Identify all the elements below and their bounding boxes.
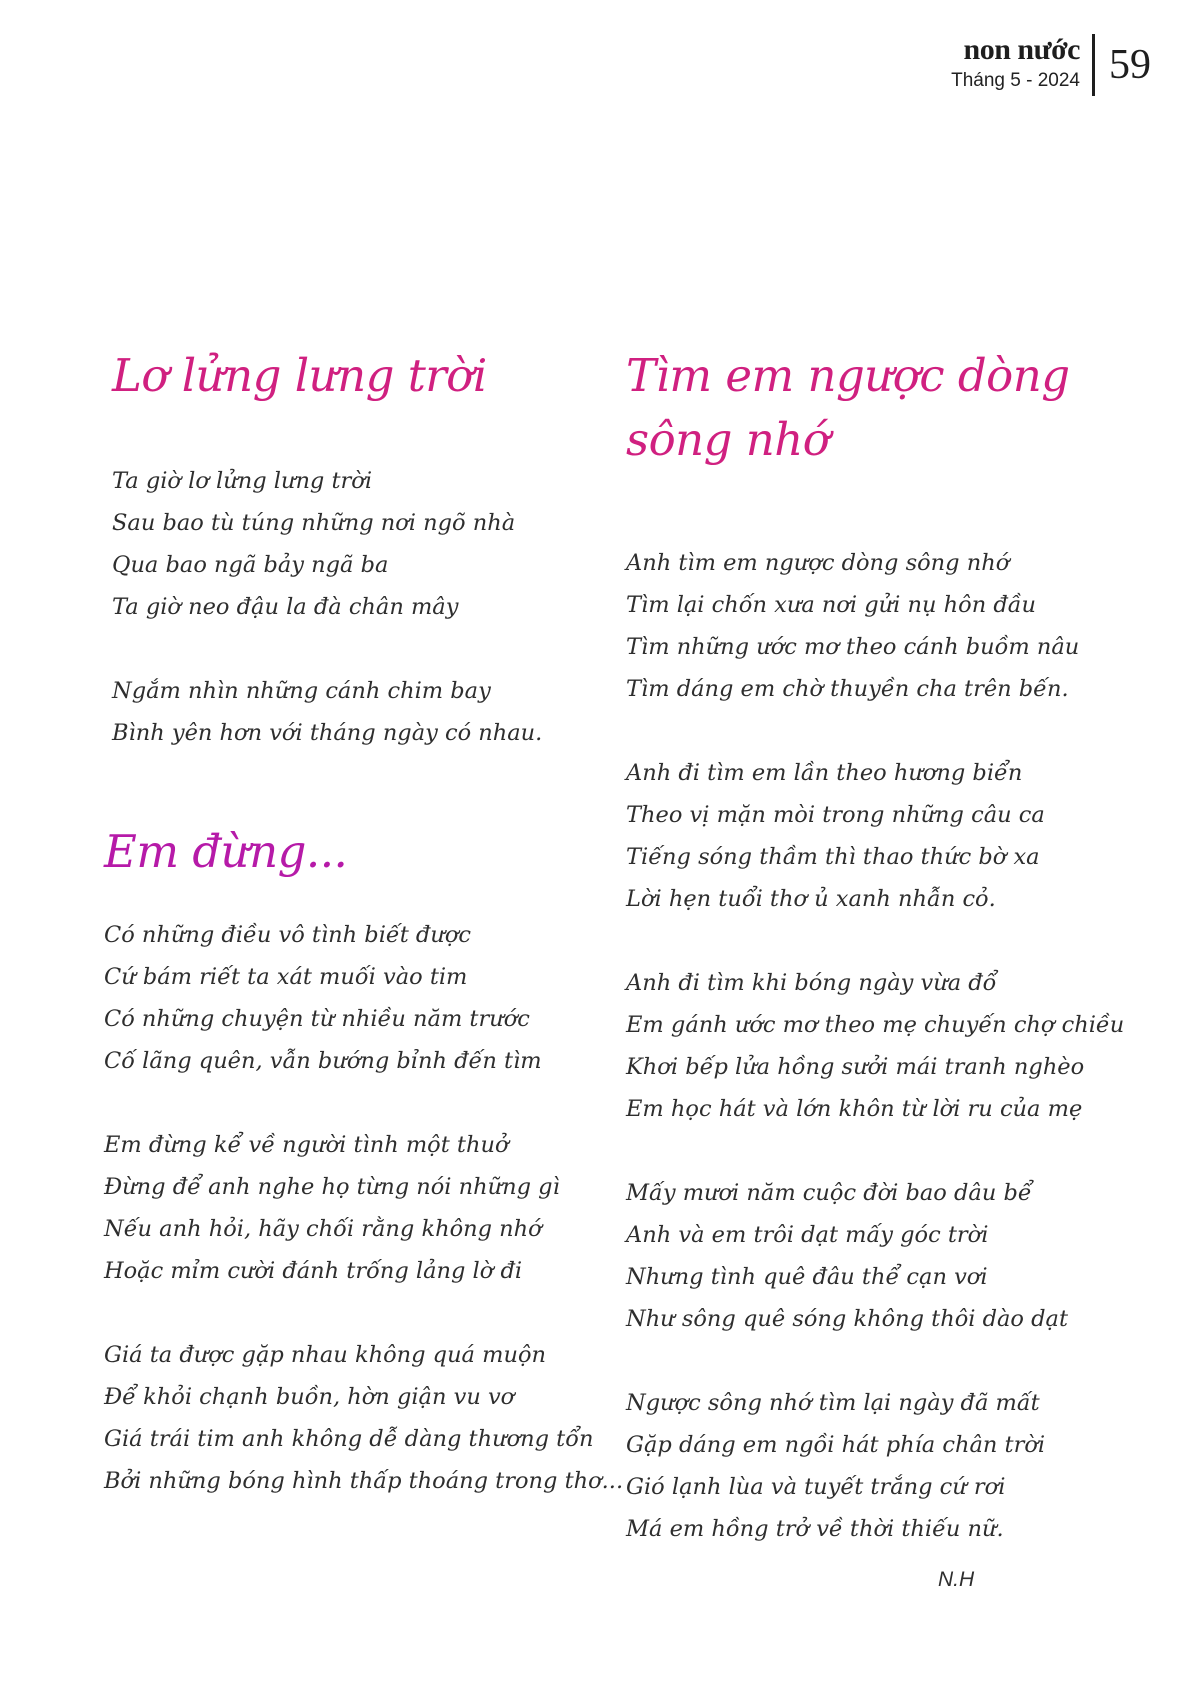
- poem-line: Anh tìm em ngược dòng sông nhớ: [626, 550, 1010, 576]
- stanza: [626, 542, 1146, 710]
- poem-line: Ngắm nhìn những cánh chim bay: [112, 678, 491, 704]
- poem-line: Bình yên hơn với tháng ngày có nhau.: [112, 720, 543, 746]
- issue-date: Tháng 5 - 2024: [951, 70, 1080, 91]
- poem-line: Em học hát và lớn khôn từ lời ru của mẹ: [626, 1096, 1083, 1122]
- poem-line: Lời hẹn tuổi thơ ủ xanh nhẫn cỏ.: [626, 886, 996, 912]
- poem-line: Có những chuyện từ nhiều năm trước: [104, 1006, 530, 1032]
- poem-line: Tìm lại chốn xưa nơi gửi nụ hôn đầu: [626, 592, 1037, 618]
- poem-line: Đừng để anh nghe họ từng nói những gì: [104, 1174, 560, 1200]
- poem-title-line: sông nhớ: [626, 413, 830, 466]
- poem-line: Cố lãng quên, vẫn bướng bỉnh đến tìm: [104, 1048, 542, 1074]
- poem-line: Gió lạnh lùa và tuyết trắng cứ rơi: [626, 1474, 1006, 1500]
- poem-title-line: Tìm em ngược dòng: [626, 349, 1070, 402]
- poem-line: Gặp dáng em ngồi hát phía chân trời: [626, 1432, 1046, 1458]
- poem-title-em-dung: Em đừng...: [104, 825, 348, 878]
- poem-line: Có những điều vô tình biết được: [104, 922, 471, 948]
- stanza: [626, 1382, 1146, 1550]
- poem-line: Anh và em trôi dạt mấy góc trời: [626, 1222, 989, 1248]
- author-signature: N.H: [938, 1568, 975, 1591]
- poem-line: Hoặc mỉm cười đánh trống lảng lờ đi: [104, 1258, 523, 1284]
- poem-line: Giá trái tim anh không dễ dàng thương tổn: [104, 1426, 594, 1452]
- poem-line: Má em hồng trở về thời thiếu nữ.: [626, 1516, 1004, 1542]
- poem-line: Như sông quê sóng không thôi dào dạt: [626, 1306, 1068, 1332]
- stanza: [112, 460, 612, 628]
- left-column: [104, 344, 624, 1502]
- poem-line: Ta giờ neo đậu la đà chân mây: [112, 594, 459, 620]
- poem-line: Nếu anh hỏi, hãy chối rằng không nhớ: [104, 1216, 542, 1242]
- stanza: [112, 670, 612, 754]
- stanza: [626, 752, 1146, 920]
- poem-title-tim-em: [626, 344, 1146, 472]
- poem-line: Theo vị mặn mòi trong những câu ca: [626, 802, 1045, 828]
- poem-line: Bởi những bóng hình thấp thoáng trong thơ...: [104, 1468, 624, 1494]
- poem-line: Anh đi tìm em lần theo hương biển: [626, 760, 1023, 786]
- masthead: [951, 34, 1092, 96]
- poem-line: Để khỏi chạnh buồn, hờn giận vu vơ: [104, 1384, 515, 1410]
- stanza: [626, 1172, 1146, 1340]
- poem-line: Khơi bếp lửa hồng sưởi mái tranh nghèo: [626, 1054, 1085, 1080]
- stanza: [104, 1334, 624, 1502]
- poem-line: Tìm những ước mơ theo cánh buồm nâu: [626, 634, 1080, 660]
- poem-line: Nhưng tình quê đâu thể cạn vơi: [626, 1264, 988, 1290]
- poem-line: Mấy mươi năm cuộc đời bao dâu bể: [626, 1180, 1032, 1206]
- poem-title-lo-lung: Lơ lửng lưng trời: [112, 349, 487, 402]
- poem-line: Ta giờ lơ lửng lưng trời: [112, 468, 373, 494]
- magazine-name: non nước: [963, 33, 1080, 66]
- page-number: 59: [1109, 42, 1151, 88]
- poem-line: Anh đi tìm khi bóng ngày vừa đổ: [626, 970, 997, 996]
- page-header: [951, 34, 1151, 96]
- poem-line: Sau bao tù túng những nơi ngõ nhà: [112, 510, 516, 536]
- poem-line: Em gánh ước mơ theo mẹ chuyến chợ chiều: [626, 1012, 1125, 1038]
- poem-line: Tiếng sóng thầm thì thao thức bờ xa: [626, 844, 1040, 870]
- stanza: [626, 962, 1146, 1130]
- right-column: [626, 344, 1146, 1550]
- poem-line: Cứ bám riết ta xát muối vào tim: [104, 964, 468, 990]
- poem-line: Ngược sông nhớ tìm lại ngày đã mất: [626, 1390, 1040, 1416]
- poem-line: Em đừng kể về người tình một thuở: [104, 1132, 509, 1158]
- poem-line: Giá ta được gặp nhau không quá muộn: [104, 1342, 546, 1368]
- stanza: [104, 1124, 612, 1292]
- poem-line: Qua bao ngã bảy ngã ba: [112, 552, 389, 578]
- stanza: [104, 914, 612, 1082]
- poem-line: Tìm dáng em chờ thuyền cha trên bến.: [626, 676, 1069, 702]
